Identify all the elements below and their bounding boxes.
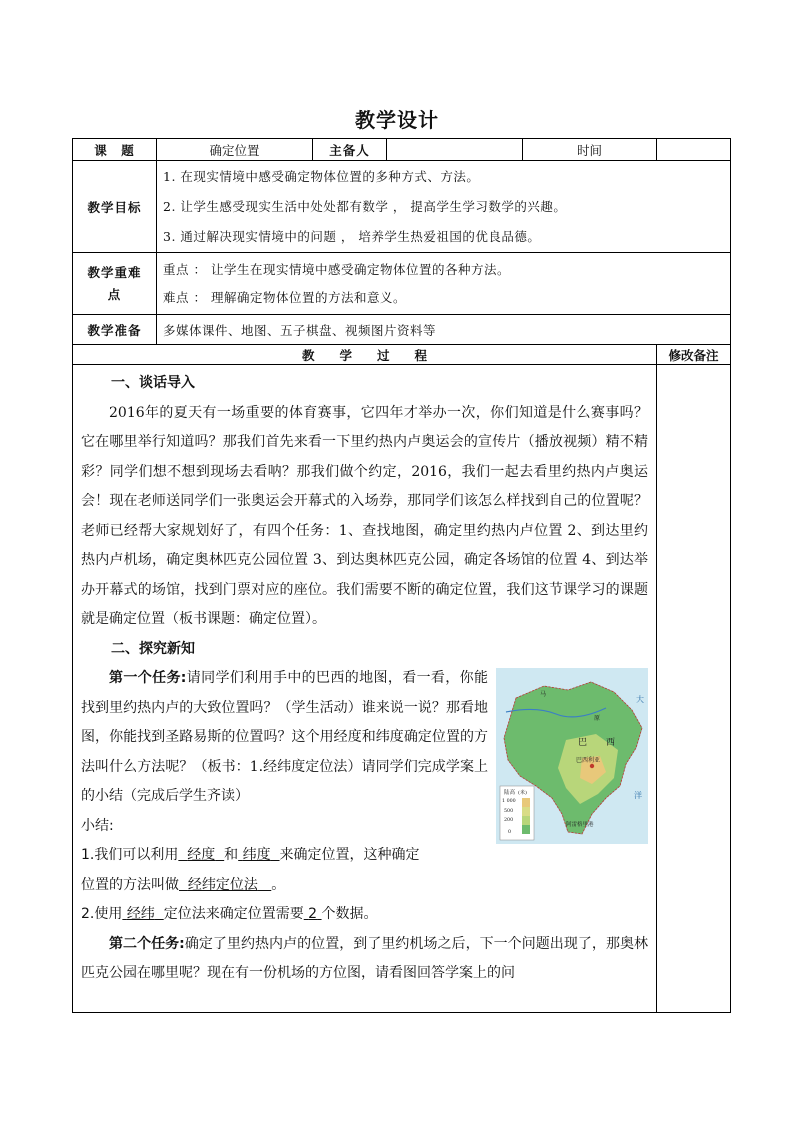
objectives-list bbox=[157, 161, 731, 253]
legend-swatch-low bbox=[522, 825, 530, 834]
preparer-label: 主备人 bbox=[313, 139, 387, 161]
map-country-label-2: 西 bbox=[606, 738, 616, 748]
map-ocean-label-2: 洋 bbox=[634, 791, 643, 800]
blank-count: 2 bbox=[308, 906, 318, 922]
legend-swatch-high bbox=[522, 798, 530, 807]
legend-swatch-mid bbox=[522, 816, 530, 825]
section-intro-text: 2016年的夏天有一场重要的体育赛事，它四年才举办一次，你们知道是什么赛事吗？它在哪里举行知道吗？那我们首先来看一下里约热内卢奥运会的宣传片（播放视频）精不精彩？同学们想不想到现场去看呐？那我们做个约定，2016，我们一起去看里约热内卢奥运会！现在老师送同学们一张奥运会开幕式的入场券，那同学们该怎么样找到自己的位置呢？老师已经帮大家规划好了，有四个任务：1、查找地图，确定里约热内卢位置 2、到达里约热内卢机场，确定奥林匹克公园位置 3、到达奥林匹克公园，确定各场馆的位置 4、到达举办开幕式的场馆，找到门票对应的座位。我们需要不断的确定位置，我们这节课学习的课题就是确定位置（板书课题：确定位置）。 bbox=[81, 404, 649, 627]
notes-header: 修改备注 bbox=[657, 345, 731, 365]
map-ocean-label: 大 bbox=[636, 695, 645, 704]
preparation-label: 教学准备 bbox=[73, 315, 157, 345]
map-river-label: 马 bbox=[540, 691, 547, 698]
time-value bbox=[657, 139, 731, 161]
summary-line-1b: 位置的方法叫做 经纬定位法 。 bbox=[81, 876, 286, 893]
map-city-label: 阿雷格里港 bbox=[566, 822, 594, 828]
summary-line-1: 1.我们可以利用 经度 和 纬度 来确定位置，这种确定 bbox=[81, 847, 420, 863]
task2-text: 确定了里约热内卢的位置，到了里约机场之后，下一个问题出现了，那奥林匹克公园在哪里呢？现在有一份机场的方位图，请看图回答学案上的问 bbox=[81, 935, 649, 981]
task1-text: 请同学们利用手中的巴西的地图，看一看，你能找到里约热内卢的大致位置吗？（学生活动）谁来说一说？那看地图，你能找到圣路易斯的位置吗？这个用经度和纬度确定位置的方法叫什么方法呢？（板书：1.经纬度定位法）请同学们完成学案上的小结（完成后学生齐读） bbox=[81, 670, 489, 804]
topic-value: 确定位置 bbox=[157, 139, 313, 161]
key-points-list bbox=[157, 253, 731, 315]
brazil-map bbox=[496, 668, 648, 844]
blank-method-short: 经纬 bbox=[126, 906, 155, 922]
preparer-value bbox=[387, 139, 523, 161]
blank-method: 经纬定位法 bbox=[187, 876, 258, 893]
summary-label: 小结: bbox=[81, 817, 114, 834]
process-body bbox=[73, 365, 657, 1013]
brazil-map-figure bbox=[496, 668, 648, 844]
key-point-item: 难点 ： 理解确定物体位置的方法和意义。 bbox=[163, 289, 406, 305]
key-points-label: 教学重难点 bbox=[73, 253, 157, 315]
time-label: 时间 bbox=[523, 139, 657, 161]
legend-swatch-mid-high bbox=[522, 807, 530, 816]
task2-label: 第二个任务: bbox=[109, 935, 185, 952]
task1-label: 第一个任务: bbox=[109, 670, 187, 686]
preparation-value: 多媒体课件、地图、五子棋盘、视频图片资料等 bbox=[157, 315, 731, 345]
objective-item: 1. 在现实情境中感受确定物体位置的多种方式、方法。 bbox=[163, 168, 480, 184]
objectives-label: 教学目标 bbox=[73, 161, 157, 253]
section-explore-title: 二、探究新知 bbox=[111, 640, 195, 657]
process-header: 教 学 过 程 bbox=[73, 345, 657, 365]
blank-longitude: 经度 bbox=[187, 847, 216, 863]
map-country-label-1: 巴 bbox=[578, 738, 588, 748]
legend-value: 200 bbox=[504, 818, 514, 823]
blank-latitude: 纬度 bbox=[242, 847, 271, 863]
legend-value: 500 bbox=[504, 809, 514, 814]
map-plain-label: 原 bbox=[594, 715, 601, 722]
map-capital-label: 巴西利亚 bbox=[576, 757, 601, 764]
summary-line-2: 2.使用 经纬 定位法来确定位置需要 2 个数据。 bbox=[81, 906, 378, 922]
legend-value: 1 000 bbox=[502, 799, 516, 804]
capital-marker bbox=[590, 764, 594, 768]
task2-paragraph bbox=[81, 930, 648, 989]
objective-item: 2. 让学生感受现实生活中处处都有数学 ， 提高学生学习数学的兴趣。 bbox=[163, 198, 567, 214]
lesson-plan-table bbox=[72, 138, 731, 1013]
section-intro-title: 一、谈话导入 bbox=[111, 375, 195, 391]
legend-unit: (米) bbox=[518, 790, 527, 796]
key-point-item: 重点 ： 让学生在现实情境中感受确定物体位置的各种方法。 bbox=[163, 261, 510, 277]
topic-label: 课 题 bbox=[73, 139, 157, 161]
objective-item: 3. 通过解决现实情境中的问题 ， 培养学生热爱祖国的优良品德。 bbox=[163, 228, 541, 244]
page-title: 教学设计 bbox=[355, 108, 439, 132]
legend-value: 0 bbox=[508, 830, 512, 835]
legend-title: 陆高 bbox=[504, 790, 516, 796]
notes-column bbox=[657, 365, 731, 1013]
